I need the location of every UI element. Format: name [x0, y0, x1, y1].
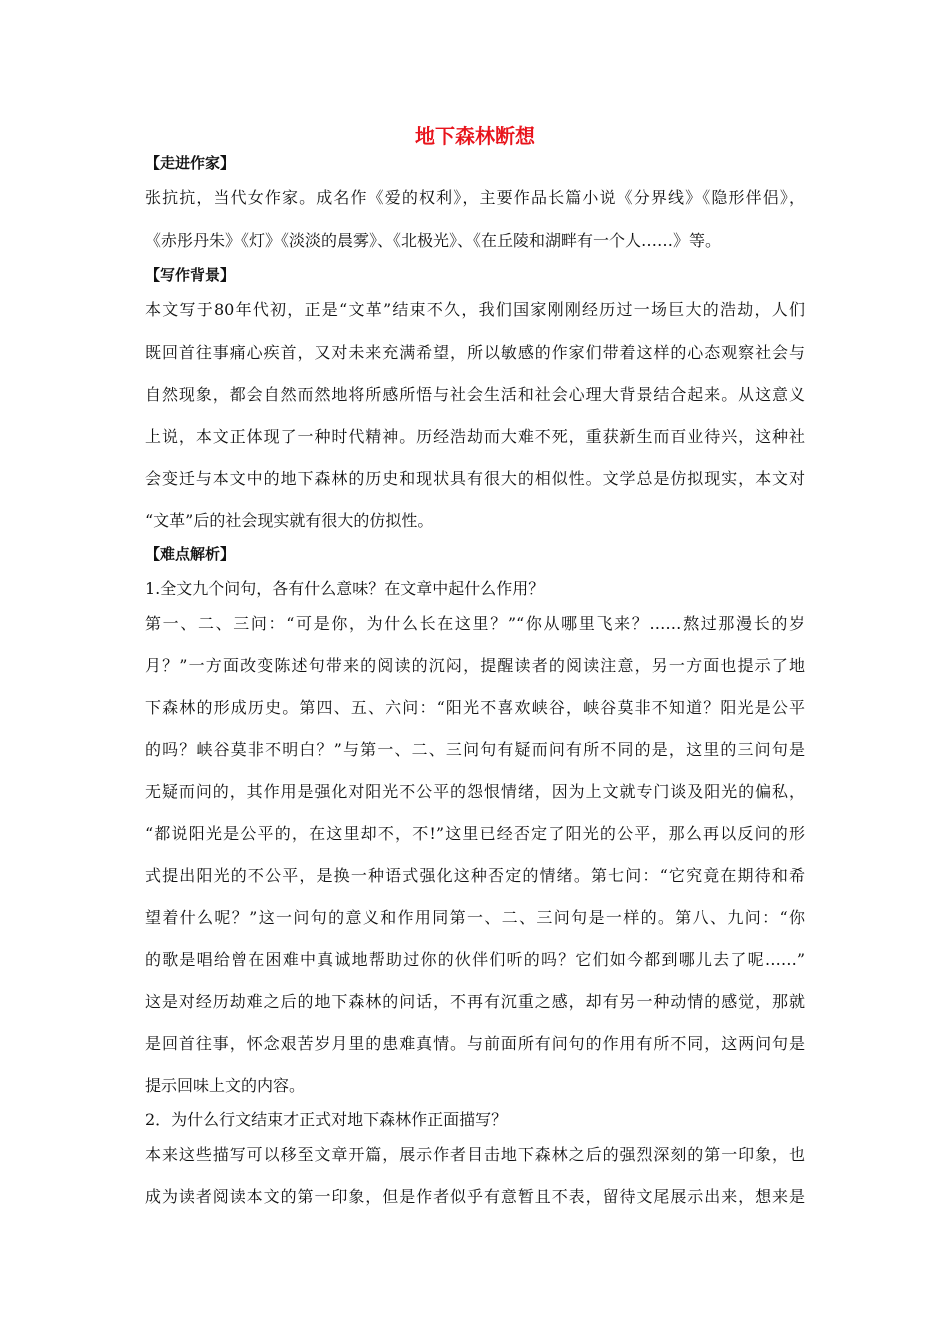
- question-line: 2．为什么行文结束才正式对地下森林作正面描写？: [145, 1110, 508, 1129]
- paragraph-line: 自然现象，都会自然而然地将所感所悟与社会生活和社会心理大背景结合起来。从这意义: [145, 385, 805, 404]
- paragraph-line: 第一、二、三问：“可是你，为什么长在这里？”“你从哪里飞来？……熬过那漫长的岁: [145, 614, 805, 633]
- paragraph-line: 成为读者阅读本文的第一印象，但是作者似乎有意暂且不表，留待文尾展示出来，想来是: [145, 1187, 805, 1206]
- paragraph-line: 上说，本文正体现了一种时代精神。历经浩劫而大难不死，重获新生而百业待兴，这种社: [145, 427, 805, 446]
- paragraph-line: 《赤彤丹朱》《灯》《淡淡的晨雾》、《北极光》、《在丘陵和湖畔有一个人……》等。: [145, 231, 722, 250]
- paragraph-line: 提示回味上文的内容。: [145, 1076, 306, 1095]
- section-heading-author: 【走进作家】: [145, 154, 236, 172]
- paragraph-line: “文革”后的社会现实就有很大的仿拟性。: [145, 511, 434, 530]
- paragraph-line: 是回首往事，怀念艰苦岁月里的患难真情。与前面所有问句的作用有所不同，这两问句是: [145, 1034, 805, 1053]
- document-title: 地下森林断想: [415, 124, 535, 148]
- paragraph-line: 既回首往事痛心疾首，又对未来充满希望，所以敏感的作家们带着这样的心态观察社会与: [145, 343, 805, 362]
- section-heading-background: 【写作背景】: [145, 266, 236, 284]
- paragraph-line: 张抗抗，当代女作家。成名作《爱的权利》，主要作品长篇小说《分界线》《隐形伴侣》，: [145, 188, 805, 207]
- paragraph-line: 本文写于80年代初，正是“文革”结束不久，我们国家刚刚经历过一场巨大的浩劫，人们: [145, 300, 805, 319]
- paragraph-line: 这是对经历劫难之后的地下森林的问话，不再有沉重之感，却有另一种动情的感觉，那就: [145, 992, 805, 1011]
- paragraph-line: 本来这些描写可以移至文章开篇，展示作者目击地下森林之后的强烈深刻的第一印象，也: [145, 1145, 805, 1164]
- paragraph-line: 会变迁与本文中的地下森林的历史和现状具有很大的相似性。文学总是仿拟现实，本文对: [145, 469, 805, 488]
- section-heading-difficulties: 【难点解析】: [145, 545, 236, 563]
- paragraph-line: 下森林的形成历史。第四、五、六问：“阳光不喜欢峡谷，峡谷莫非不知道？阳光是公平: [145, 698, 805, 717]
- paragraph-line: 的吗？峡谷莫非不明白？”与第一、二、三问句有疑而问有所不同的是，这里的三问句是: [145, 740, 805, 759]
- paragraph-line: 月？”一方面改变陈述句带来的阅读的沉闷，提醒读者的阅读注意，另一方面也提示了地: [145, 656, 805, 675]
- paragraph-line: 无疑而问的，其作用是强化对阳光不公平的怨恨情绪，因为上文就专门谈及阳光的偏私，: [145, 782, 805, 801]
- question-line: 1.全文九个问句，各有什么意味？在文章中起什么作用？: [145, 579, 545, 598]
- paragraph-line: “都说阳光是公平的，在这里却不，不!”这里已经否定了阳光的公平，那么再以反问的形: [145, 824, 805, 843]
- paragraph-line: 的歌是唱给曾在困难中真诚地帮助过你的伙伴们听的吗？它们如今都到哪儿去了呢……”: [145, 950, 805, 969]
- paragraph-line: 式提出阳光的不公平，是换一种语式强化这种否定的情绪。第七问：“它究竟在期待和希: [145, 866, 805, 885]
- paragraph-line: 望着什么呢？”这一问句的意义和作用同第一、二、三问句是一样的。第八、九问：“你: [145, 908, 805, 927]
